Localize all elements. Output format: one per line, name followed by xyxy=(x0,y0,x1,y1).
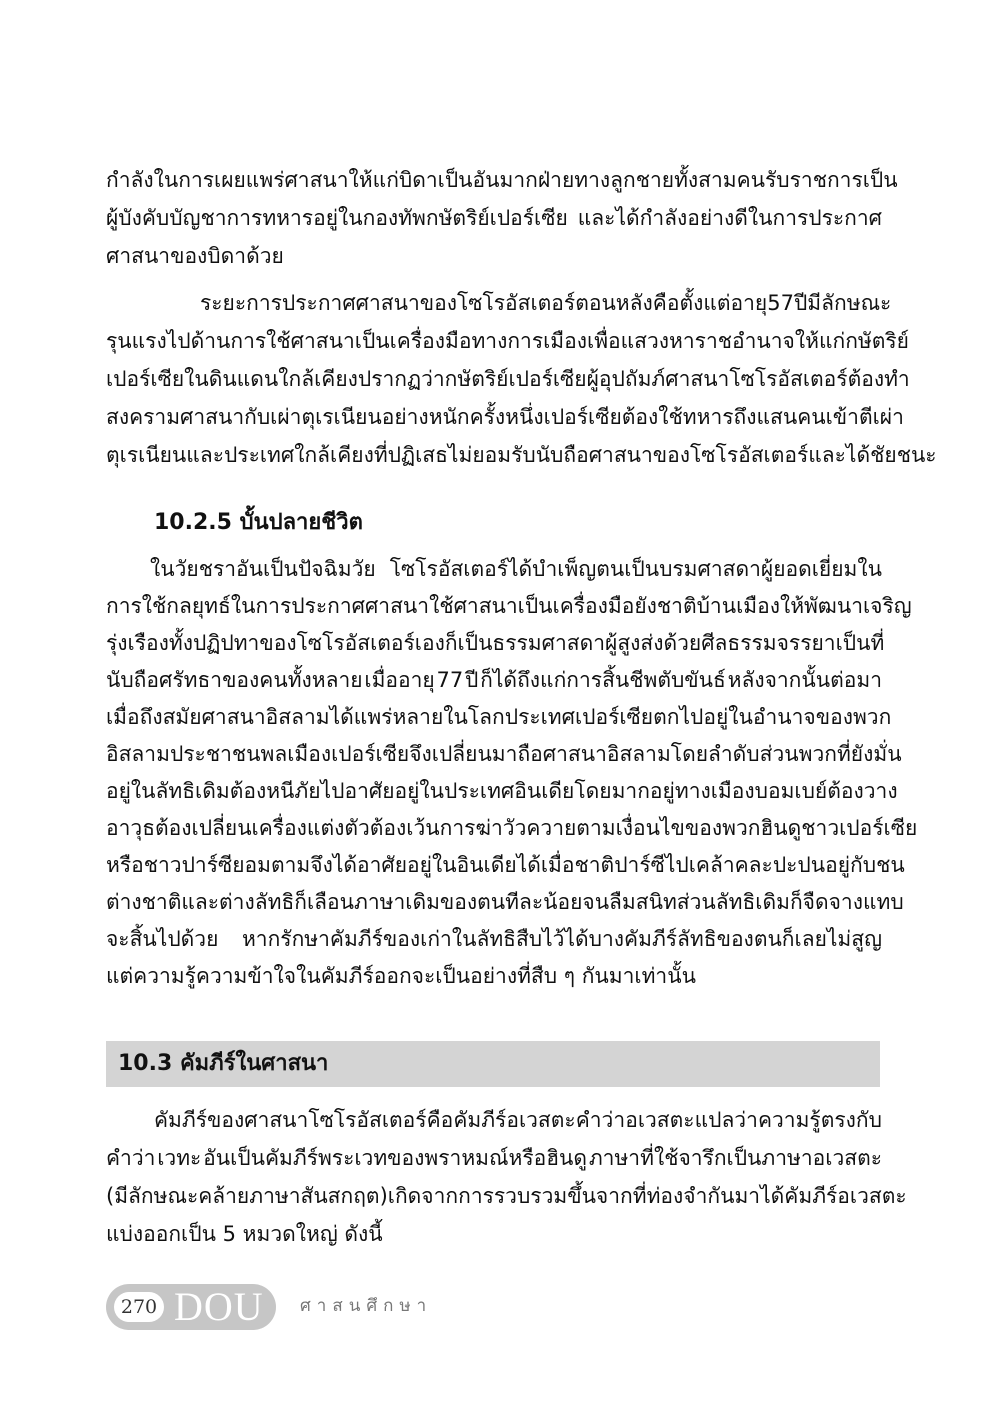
text-line xyxy=(106,846,905,884)
text-segment: ส่วนลัทธิเดิมก็จืดจางแทบ xyxy=(676,890,904,914)
text-segment: รุ่งเรือง xyxy=(106,631,169,655)
text-line xyxy=(106,199,882,237)
text-segment: ปี xyxy=(465,668,479,692)
text-line xyxy=(150,550,882,588)
text-segment: และได้กำลังอย่างดีในการประกาศ xyxy=(577,206,882,230)
text-segment: คัมภีร์อเวสตะ xyxy=(784,1184,907,1208)
text-segment: เวทะ xyxy=(157,1146,202,1170)
text-segment: หรือชาวปาร์ซียอมตามจึงได้อาศัยอยู่ในอินเดียได้ xyxy=(106,853,541,877)
text-segment: ก็ได้ถึงแก่การสิ้นชีพตับขันธ์ xyxy=(480,668,726,692)
text-segment: เปอร์เซียต้องใช้ทหารถึงแสนคนเข้าตีเผ่า xyxy=(543,405,904,429)
text-line xyxy=(106,920,882,958)
section-heading-bar xyxy=(106,1041,880,1087)
text-line xyxy=(106,772,898,810)
text-line xyxy=(106,1177,907,1215)
text-line xyxy=(106,624,885,662)
text-segment: ในวัยชราอันเป็นปัจฉิมวัย xyxy=(150,557,376,581)
text-segment: สงครามศาสนากับเผ่าตุเรเนียนอย่างหนักครั้งหนึ่ง xyxy=(106,405,544,429)
text-segment: ใช้ศาสนาเป็นเครื่องมือยังชาติบ้านเมืองให้พัฒนาเจริญ xyxy=(429,594,912,618)
text-line xyxy=(154,1101,882,1139)
text-segment: ศาสนาของบิดาด้วย xyxy=(106,244,284,268)
text-line xyxy=(106,698,892,736)
text-line xyxy=(106,1139,882,1177)
dou-logo: DOU xyxy=(174,1284,264,1329)
text-segment: คือ xyxy=(652,291,680,315)
text-segment: ต้องเปลี่ยนเครื่องแต่งตัว xyxy=(155,816,370,840)
book-title: ศาสนศึกษา xyxy=(300,1296,433,1316)
text-segment: หากรักษาคัมภีร์ของเก่าในลัทธิสืบไว้ได้บางคัมภีร์ลัทธิของตนก็เลยไม่สูญ xyxy=(241,927,882,951)
text-segment: หลังจากนั้นต่อมา xyxy=(727,668,882,692)
text-segment: ต้องวาง xyxy=(827,779,898,803)
text-segment: เป็นที่ xyxy=(835,631,885,655)
text-segment: แปลว่า xyxy=(694,1108,758,1132)
text-line xyxy=(106,322,909,360)
text-segment: ประชาชนพลเมืองเปอร์เซียจึงเปลี่ยนมาถือศาสนาอิสลามโดยลำดับ xyxy=(169,742,760,766)
text-segment: ต้องเว้นการฆ่าวัวควายตามเงื่อนไขของพวกฮินดู xyxy=(369,816,802,840)
text-segment: เมื่อถึงสมัยศาสนาอิสลามได้แพร่หลายในโลก xyxy=(106,705,505,729)
text-line xyxy=(106,661,882,699)
text-segment: ฝ่ายทางลูกชายทั้งสามคนรับราชการเป็น xyxy=(537,168,898,192)
text-segment: อาวุธ xyxy=(106,816,156,840)
text-segment: ส่วนพวกที่ยังมั่น xyxy=(759,742,902,766)
text-segment: การใช้กลยุทธ์ในการประกาศศาสนา xyxy=(106,594,430,618)
text-segment: คัมภีร์ของศาสนาโซโรอัสเตอร์ xyxy=(154,1108,427,1132)
text-line xyxy=(106,587,912,625)
text-segment: 57 xyxy=(767,291,794,315)
text-segment: แต่ความรู้ความข้าใจในคัมภีร์ออกจะเป็นอย่างที่สืบ ๆ กันมาเท่านั้น xyxy=(106,964,696,988)
text-segment: มีลักษณะ xyxy=(807,291,892,315)
text-line xyxy=(200,284,892,322)
text-segment: เมื่อชาติปาร์ซีไปเคล้าคละปะปนอยู่กับชน xyxy=(540,853,905,877)
text-line xyxy=(106,809,918,847)
text-segment: ภาษาที่ใช้จารึกเป็นภาษาอเวสตะ xyxy=(588,1146,882,1170)
text-line xyxy=(106,1215,882,1253)
text-segment: โดยมากอยู่ทางเมืองบอมเบย์ xyxy=(574,779,828,803)
page-number: 270 xyxy=(114,1292,164,1322)
text-line xyxy=(106,957,882,995)
text-segment: กำลังในการเผยแพร่ศาสนาให้แก่บิดาเป็นอันมาก xyxy=(106,168,538,192)
text-segment: อยู่ในลัทธิเดิมต้องหนีภัยไปอาศัยอยู่ในประเทศอินเดีย xyxy=(106,779,575,803)
text-segment: ความรู้ xyxy=(757,1108,821,1132)
text-segment: คำว่า xyxy=(106,1146,156,1170)
footer-badge xyxy=(106,1284,276,1330)
text-segment: เปอร์เซียในดินแดนใกล้เคียงปรากฏว่ากษัตริย์เปอร์เซียผู้อุปถัมภ์ศาสนาโซโรอัสเตอร์ต้องทำ xyxy=(106,367,910,391)
text-segment: และได้ชัยชนะ xyxy=(808,443,937,467)
text-segment: ปี xyxy=(793,291,808,315)
text-segment: อันเป็นคัมภีร์พระเวทของพราหมณ์หรือฮินดู xyxy=(203,1146,588,1170)
text-segment: อเวสตะ xyxy=(625,1108,695,1132)
text-segment: ระยะการประกาศศาสนาของโซโรอัสเตอร์ตอนหลัง xyxy=(200,291,653,315)
page-footer xyxy=(106,1282,686,1332)
text-segment: โซโรอัสเตอร์ได้บำเพ็ญตนเป็นบรมศาสดาผู้ยอดเยี่ยมใน xyxy=(389,557,882,581)
text-segment: อิสลาม xyxy=(106,742,170,766)
text-segment: ตั้งแต่อายุ xyxy=(679,291,768,315)
text-line xyxy=(106,360,910,398)
text-segment: คำว่า xyxy=(575,1108,626,1132)
subsection-heading: 10.2.5 บั้นปลายชีวิต xyxy=(154,510,363,535)
text-segment: ตรงกับ xyxy=(820,1108,882,1132)
text-segment: ตุเรเนียนและประเทศใกล้เคียงที่ปฏิเสธไม่ยอมรับนับถือศาสนาของโซโรอัสเตอร์ xyxy=(106,443,809,467)
text-segment: ทั้งปฏิปทาของโซโรอัสเตอร์เองก็เป็นธรรมศาสดาผู้สูงส่งด้วยศีลธรรมจรรยา xyxy=(168,631,836,655)
text-line xyxy=(106,237,882,275)
text-line xyxy=(106,398,904,436)
text-line xyxy=(106,883,904,921)
text-segment: แบ่งออกเป็น 5 หมวดใหญ่ ดังนี้ xyxy=(106,1222,383,1246)
text-segment: (มีลักษณะคล้ายภาษาสันสกฤต) xyxy=(106,1184,388,1208)
text-segment: 77 xyxy=(436,668,464,692)
text-segment: คัมภีร์อเวสตะ xyxy=(453,1108,576,1132)
text-segment: ต่างชาติและต่างลัทธิ xyxy=(106,890,295,914)
text-segment: เพื่อแสวงหาราชอำนาจให้แก่กษัตริย์ xyxy=(587,329,909,353)
text-segment: ชาวเปอร์เซีย xyxy=(801,816,918,840)
text-segment: เมื่ออายุ xyxy=(364,668,435,692)
text-segment: จะสิ้นไปด้วย xyxy=(106,927,219,951)
text-line xyxy=(106,436,937,474)
text-segment: คือ xyxy=(426,1108,454,1132)
text-segment: รุนแรงไปด้านการใช้ศาสนาเป็นเครื่องมือทางการเมือง xyxy=(106,329,588,353)
text-line xyxy=(106,161,898,199)
section-heading: 10.3 คัมภีร์ในศาสนา xyxy=(118,1051,329,1076)
text-segment: ก็เลือนภาษาเดิมของตนทีละน้อยจนลืมสนิท xyxy=(294,890,677,914)
text-segment: นับถือศรัทธาของคนทั้งหลาย xyxy=(106,668,363,692)
text-segment: ผู้บังคับบัญชาการทหารอยู่ในกองทัพกษัตริย์เปอร์เซีย xyxy=(106,206,568,230)
text-segment: ประเทศเปอร์เซียตกไปอยู่ในอำนาจของพวก xyxy=(504,705,892,729)
text-segment: เกิดจากการรวบรวมขึ้นจากที่ท่องจำกันมาได้ xyxy=(387,1184,785,1208)
text-line xyxy=(106,735,902,773)
